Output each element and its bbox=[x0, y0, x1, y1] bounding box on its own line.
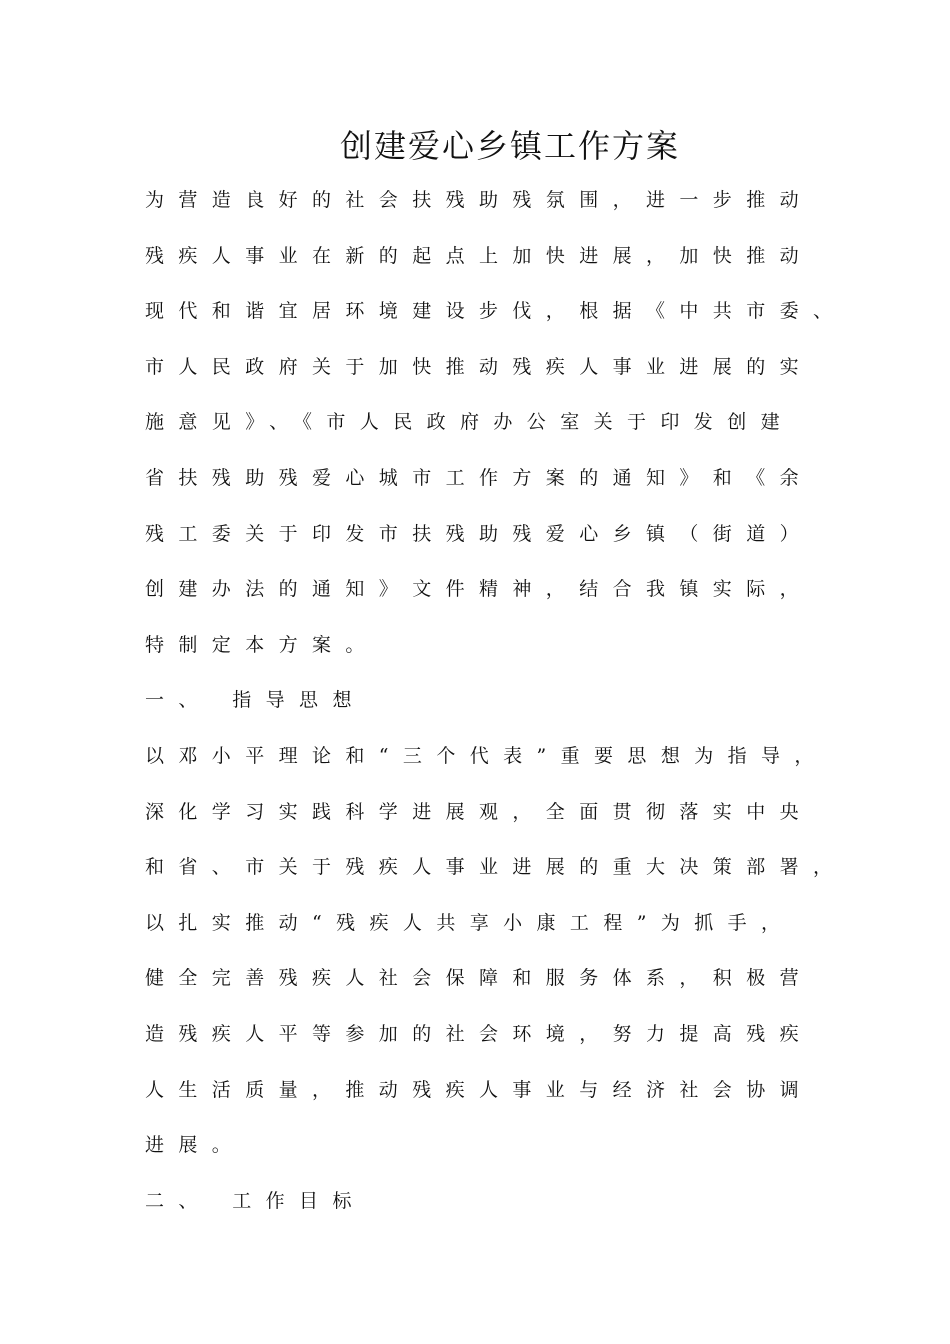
body-line: 以邓小平理论和“三个代表”重要思想为指导， bbox=[145, 744, 828, 767]
section-heading: 一、 指导思想 bbox=[145, 689, 366, 712]
body-line: 现代和谐宜居环境建设步伐，根据《中共市委、 bbox=[145, 300, 847, 323]
body-line: 残工委关于印发市扶残助残爱心乡镇（街道） bbox=[145, 522, 814, 545]
body-line: 造残疾人平等参加的社会环境，努力提高残疾 bbox=[145, 1022, 814, 1045]
body-line: 和省、市关于残疾人事业进展的重大决策部署， bbox=[145, 856, 847, 879]
document-body bbox=[145, 182, 845, 1238]
body-line: 特制定本方案。 bbox=[145, 633, 379, 656]
document-title: 创建爱心乡镇工作方案 bbox=[339, 127, 680, 165]
body-line: 健全完善残疾人社会保障和服务体系，积极营 bbox=[145, 967, 814, 990]
body-line: 以扎实推动“残疾人共享小康工程”为抓手， bbox=[145, 911, 795, 934]
body-line: 人生活质量，推动残疾人事业与经济社会协调 bbox=[145, 1078, 814, 1101]
body-line: 残疾人事业在新的起点上加快进展，加快推动 bbox=[145, 244, 814, 267]
body-line: 进展。 bbox=[145, 1134, 246, 1157]
body-line: 省扶残助残爱心城市工作方案的通知》和《余 bbox=[145, 466, 814, 489]
body-line: 为营造良好的社会扶残助残氛围，进一步推动 bbox=[145, 189, 814, 211]
body-line: 深化学习实践科学进展观，全面贯彻落实中央 bbox=[145, 800, 814, 823]
body-line: 市人民政府关于加快推动残疾人事业进展的实 bbox=[145, 355, 814, 378]
section-heading: 二、 工作目标 bbox=[145, 1189, 366, 1212]
body-line: 施意见》、《市人民政府办公室关于印发创建 bbox=[145, 411, 795, 434]
body-line: 创建办法的通知》文件精神，结合我镇实际， bbox=[145, 578, 814, 601]
